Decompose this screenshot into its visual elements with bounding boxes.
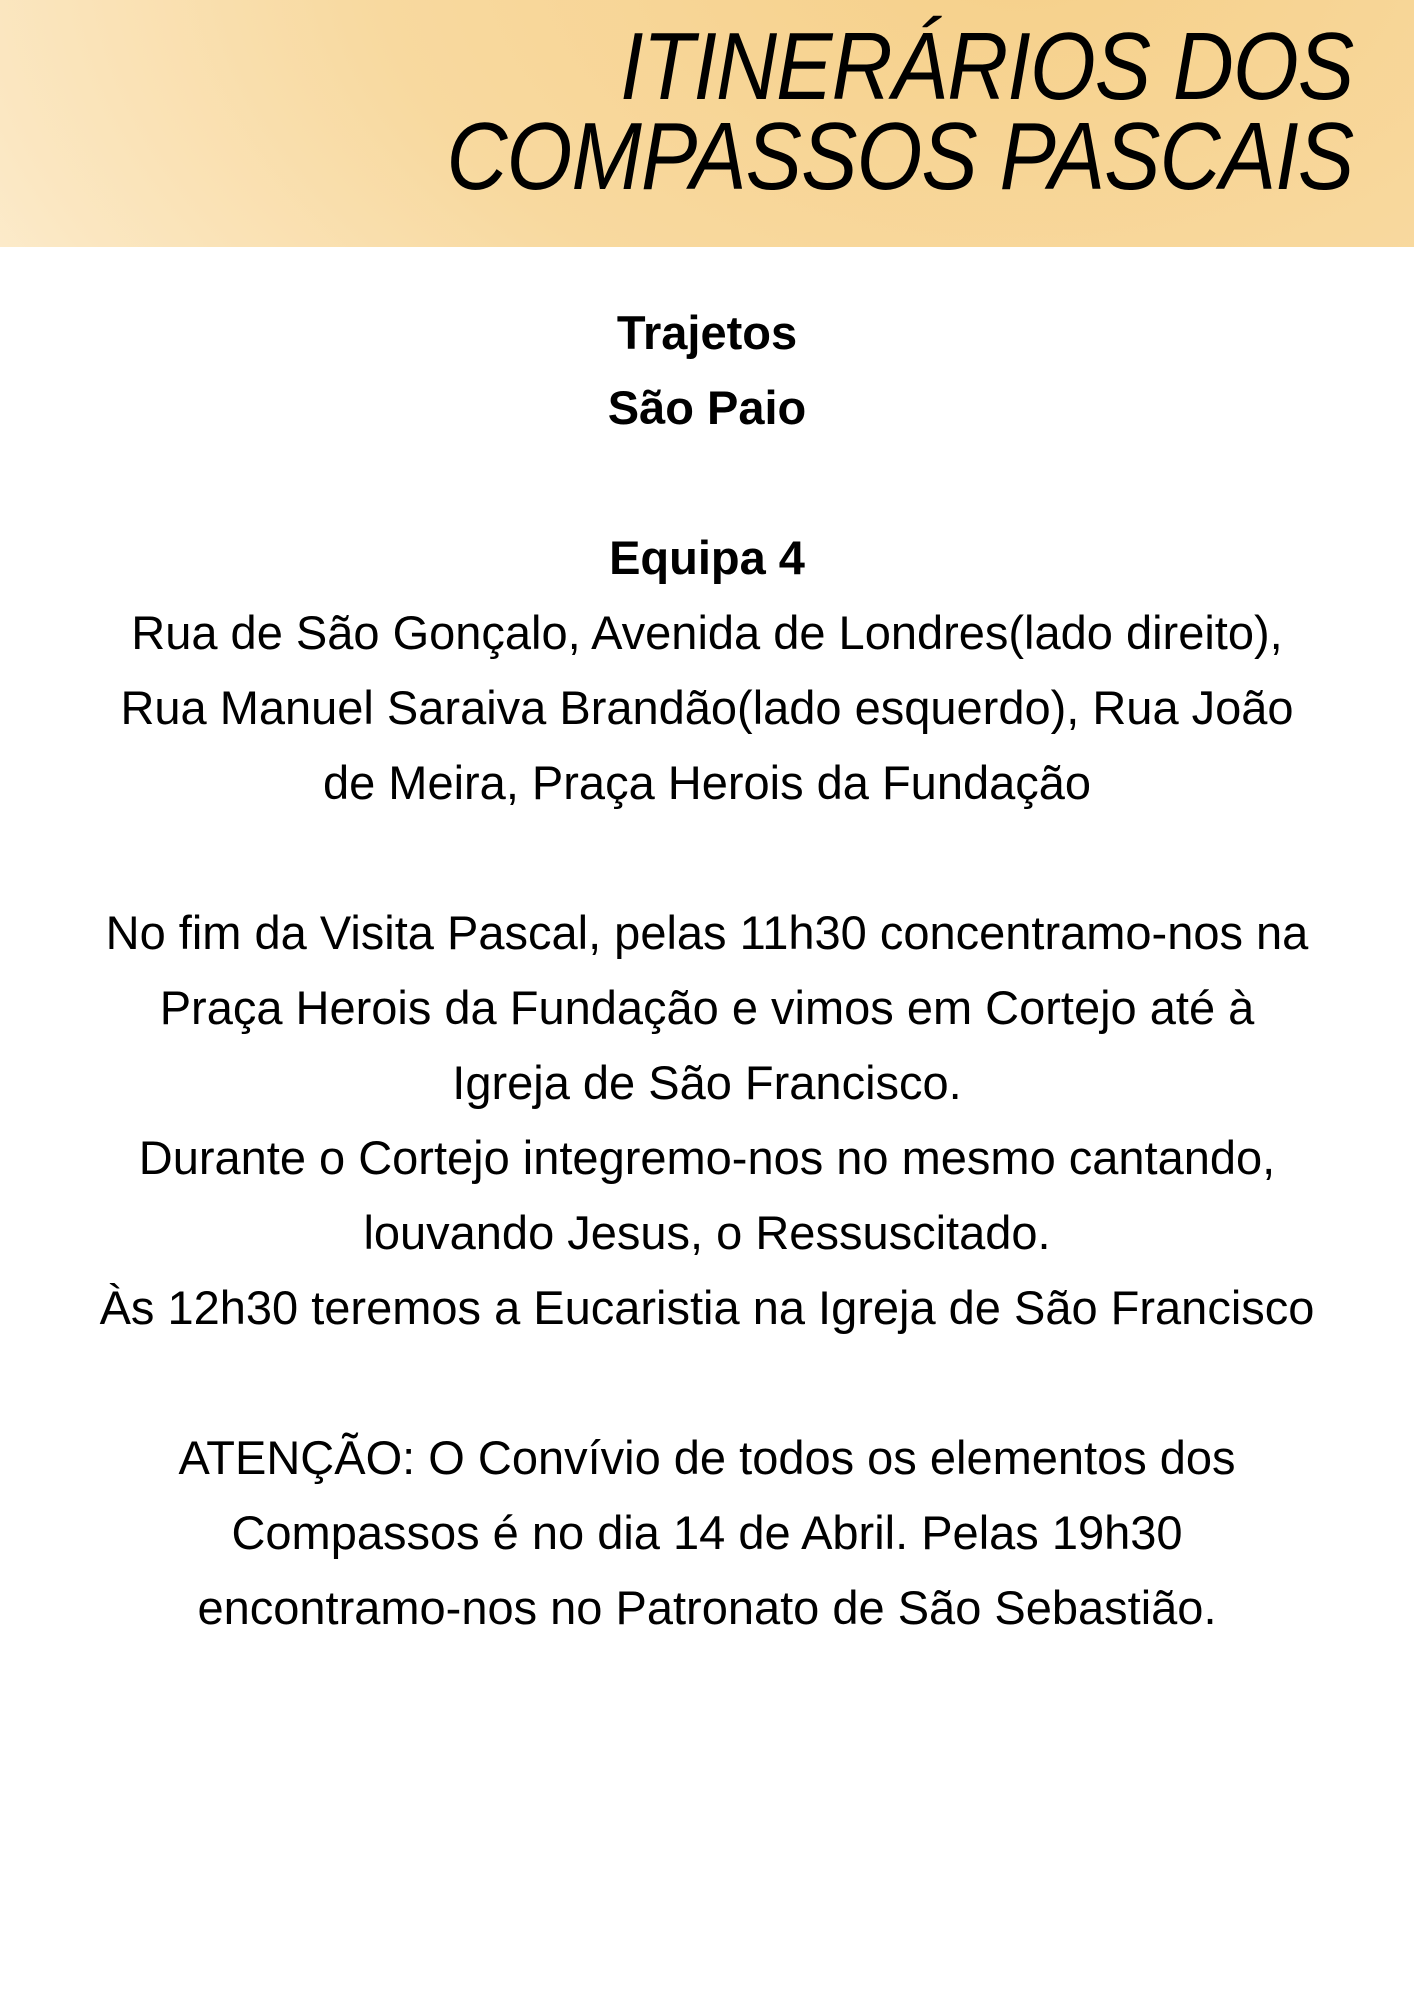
heading-parish: São Paio xyxy=(607,381,807,434)
route-line: Rua de São Gonçalo, Avenida de Londres(lado direito), xyxy=(131,606,1283,659)
heading-team: Equipa 4 xyxy=(609,531,805,584)
attention-line: encontramo-nos no Patronato de São Sebastião. xyxy=(197,1581,1217,1634)
header-banner xyxy=(0,0,1414,247)
assembly-line: No fim da Visita Pascal, pelas 11h30 concentramo-nos na xyxy=(105,906,1309,959)
cortejo-line: Durante o Cortejo integremo-nos no mesmo cantando, xyxy=(138,1131,1276,1184)
route-line: de Meira, Praça Herois da Fundação xyxy=(322,756,1092,809)
attention-line: Compassos é no dia 14 de Abril. Pelas 19h30 xyxy=(231,1506,1183,1559)
cortejo-line: louvando Jesus, o Ressuscitado. xyxy=(363,1206,1051,1259)
cortejo-paragraph xyxy=(27,1120,1387,1270)
attention-paragraph xyxy=(27,1420,1387,1645)
assembly-line: Praça Herois da Fundação e vimos em Cortejo até à xyxy=(159,981,1255,1034)
assembly-paragraph xyxy=(27,895,1387,1120)
title-line-1: ITINERÁRIOS DOS xyxy=(620,13,1354,120)
title-line-2: COMPASSOS PASCAIS xyxy=(446,103,1354,210)
blank-line xyxy=(27,1345,1387,1420)
attention-line: ATENÇÃO: O Convívio de todos os elementos dos xyxy=(178,1431,1236,1484)
eucharist-line: Às 12h30 teremos a Eucaristia na Igreja de São Francisco xyxy=(99,1281,1315,1334)
document-title xyxy=(170,0,1414,210)
blank-line xyxy=(27,445,1387,520)
route-paragraph xyxy=(27,595,1387,820)
assembly-line: Igreja de São Francisco. xyxy=(452,1056,962,1109)
eucharist-paragraph xyxy=(27,1270,1387,1345)
route-line: Rua Manuel Saraiva Brandão(lado esquerdo), Rua João xyxy=(120,681,1294,734)
heading-trajetos: Trajetos xyxy=(616,306,798,359)
document-body xyxy=(27,247,1387,1645)
blank-line xyxy=(27,820,1387,895)
